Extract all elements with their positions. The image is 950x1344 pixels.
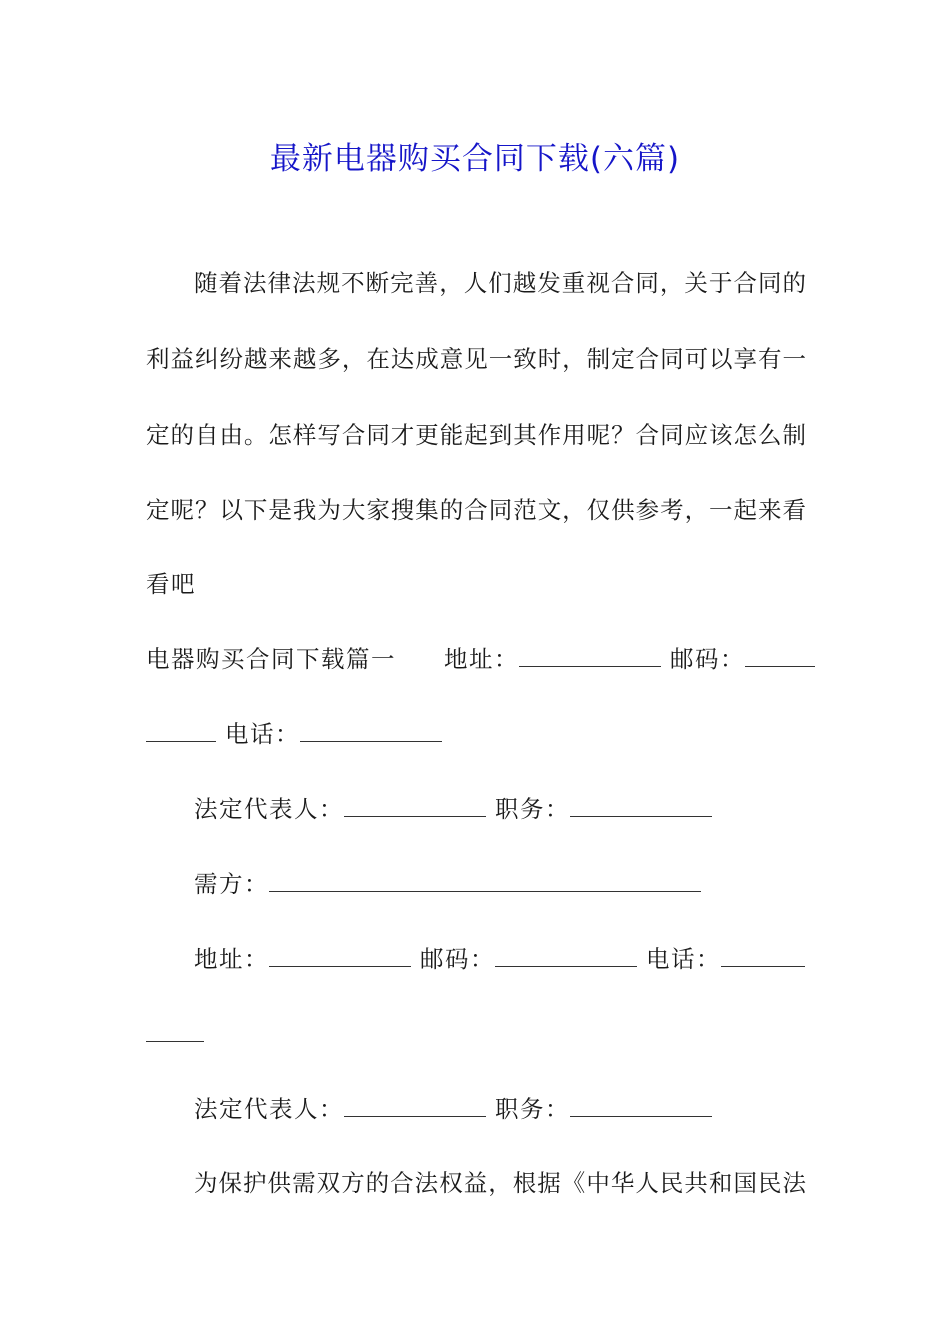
section-heading: 电器购买合同下载篇一 [146,645,396,673]
phone-label: 电话： [224,720,300,748]
buyer-line [194,867,806,901]
legal-rep-label: 法定代表人： [194,795,344,823]
section-heading-line [146,642,806,676]
buyer-rep-line [194,1092,806,1126]
buyer-label: 需方： [194,870,269,898]
phone-blank [300,719,442,742]
address-blank [519,644,661,667]
address-label: 地址： [194,945,269,973]
page-title: 最新电器购买合同下载(六篇) [269,141,681,177]
postcode-blank [495,944,637,967]
phone-label: 电话： [645,945,721,973]
position-blank [570,1094,712,1117]
address-blank [269,944,411,967]
legal-rep-blank [344,1094,486,1117]
postcode-blank-continued [146,719,216,742]
postcode-label: 邮码： [419,945,495,973]
phone-blank-continued [146,1019,204,1042]
supplier-rep-line [194,792,806,826]
position-label: 职务： [494,795,570,823]
intro-paragraph-line: 利益纠纷越来越多，在达成意见一致时，制定合同可以享有一 [146,345,806,373]
intro-paragraph-line: 定的自由。怎样写合同才更能起到其作用呢？合同应该怎么制 [146,421,806,449]
intro-paragraph-line: 随着法律法规不断完善，人们越发重视合同，关于合同的 [194,269,806,297]
address-label: 地址： [444,645,519,673]
buyer-blank [269,869,701,892]
position-blank [570,794,712,817]
contract-body-line: 为保护供需双方的合法权益，根据《中华人民共和国民法 [194,1169,806,1197]
position-label: 职务： [494,1095,570,1123]
legal-rep-blank [344,794,486,817]
buyer-address-line [194,942,806,976]
phone-continued-line [146,1017,806,1051]
phone-line [146,717,806,751]
phone-blank [721,944,805,967]
postcode-blank [745,644,815,667]
postcode-label: 邮码： [669,645,745,673]
intro-paragraph-line: 看吧 [146,570,196,598]
intro-paragraph-line: 定呢？以下是我为大家搜集的合同范文，仅供参考，一起来看 [146,496,806,524]
legal-rep-label: 法定代表人： [194,1095,344,1123]
